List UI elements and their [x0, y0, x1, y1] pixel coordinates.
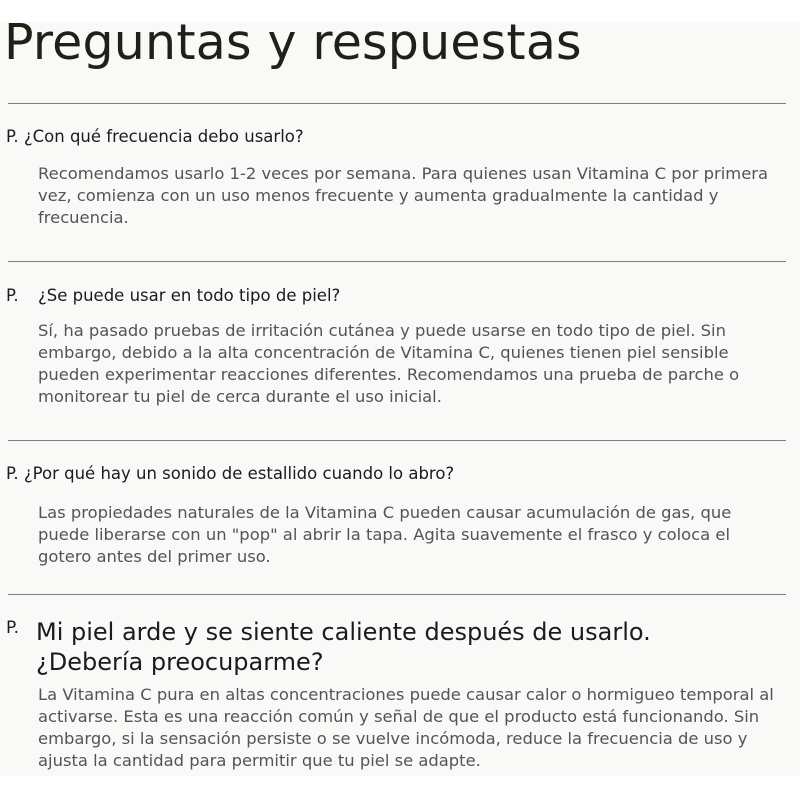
- question-text-line: ¿Debería preocuparme?: [36, 648, 324, 676]
- answer-line: pueden experimentar reacciones diferentes. Recomendamos una prueba de parche o: [38, 365, 740, 384]
- answer-line: La Vitamina C pura en altas concentraciones puede causar calor o hormigueo temporal al: [38, 685, 774, 704]
- question-prefix: P.: [6, 464, 19, 483]
- faq-answer-3: [38, 502, 800, 568]
- divider: [8, 440, 786, 441]
- answer-line: puede liberarse con un "pop" al abrir la tapa. Agita suavemente el frasco y coloca el: [38, 525, 730, 544]
- answer-line: frecuencia.: [38, 208, 129, 227]
- faq-question-4: [36, 617, 651, 677]
- faq-question-2: [6, 286, 340, 305]
- divider: [8, 103, 786, 104]
- divider: [8, 261, 786, 262]
- answer-line: embargo, debido a la alta concentración de Vitamina C, quienes tienen piel sensible: [38, 343, 729, 362]
- question-prefix: P.: [6, 127, 19, 146]
- answer-line: Las propiedades naturales de la Vitamina C pueden causar acumulación de gas, que: [38, 503, 732, 522]
- answer-line: embargo, si la sensación persiste o se vuelve incómoda, reduce la frecuencia de uso y: [38, 729, 748, 748]
- page-title: Preguntas y respuestas: [4, 14, 582, 71]
- answer-line: ajusta la cantidad para permitir que tu piel se adapte.: [38, 751, 481, 770]
- faq-answer-1: [38, 163, 800, 229]
- question-text-line: Mi piel arde y se siente caliente después de usarlo.: [36, 618, 651, 646]
- answer-line: Sí, ha pasado pruebas de irritación cutánea y puede usarse en todo tipo de piel. Sin: [38, 321, 726, 340]
- question-text: ¿Por qué hay un sonido de estallido cuando lo abro?: [23, 464, 455, 483]
- faq-question-3: [6, 464, 454, 483]
- answer-line: Recomendamos usarlo 1-2 veces por semana. Para quienes usan Vitamina C por primera: [38, 164, 769, 183]
- answer-line: vez, comienza con un uso menos frecuente y aumenta gradualmente la cantidad y: [38, 186, 719, 205]
- question-prefix: P.: [6, 618, 20, 638]
- bottom-margin: [0, 776, 800, 800]
- faq-answer-2: [38, 320, 800, 408]
- answer-line: activarse. Esta es una reacción común y señal de que el producto está funcionando. Sin: [38, 707, 760, 726]
- question-prefix: P.: [6, 286, 19, 305]
- faq-answer-4: [38, 684, 800, 772]
- faq-question-1: [6, 127, 304, 146]
- divider: [8, 594, 786, 595]
- answer-line: gotero antes del primer uso.: [38, 547, 271, 566]
- answer-line: monitorear tu piel de cerca durante el uso inicial.: [38, 387, 442, 406]
- question-text: ¿Se puede usar en todo tipo de piel?: [38, 286, 341, 305]
- question-text: ¿Con qué frecuencia debo usarlo?: [23, 127, 304, 146]
